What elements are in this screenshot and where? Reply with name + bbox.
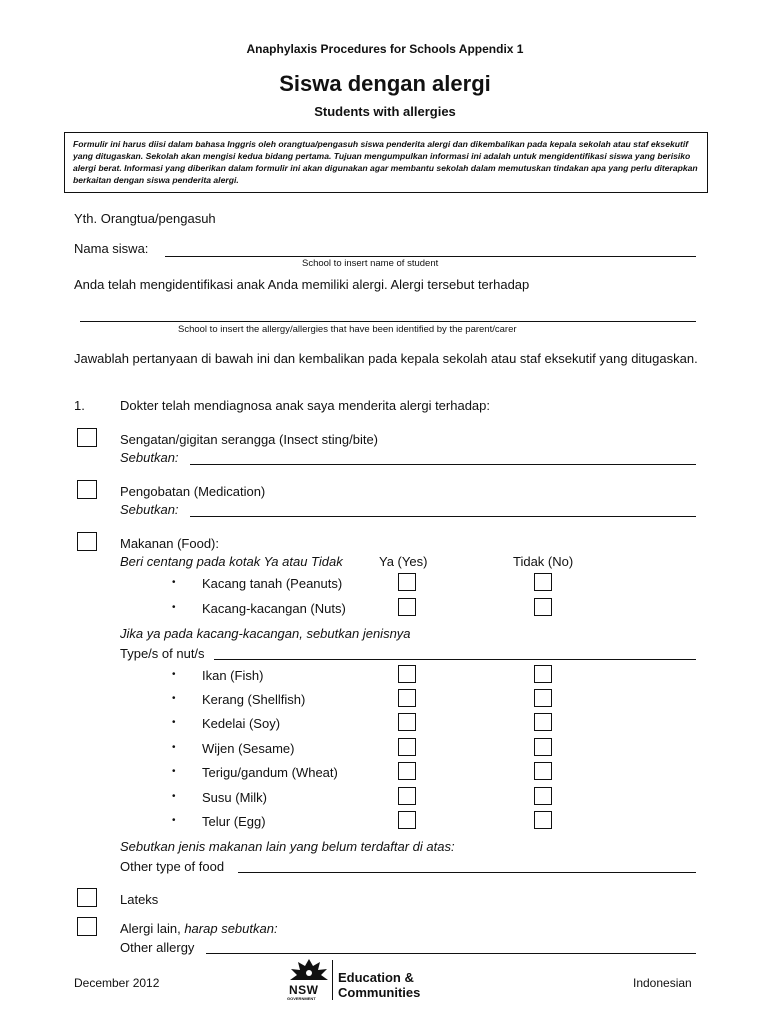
no-column-header: Tidak (No) xyxy=(513,554,574,569)
sesame-yes-checkbox[interactable] xyxy=(398,738,416,756)
latex-label: Lateks xyxy=(120,892,159,907)
bullet: • xyxy=(172,717,176,728)
page-subtitle: Students with allergies xyxy=(314,104,456,119)
logo-divider xyxy=(332,960,333,1000)
other-allergy-en-label: Other allergy xyxy=(120,940,195,955)
fish-yes-checkbox[interactable] xyxy=(398,665,416,683)
food-item-milk: Susu (Milk) xyxy=(202,790,268,805)
medication-specify-label: Sebutkan: xyxy=(120,502,179,517)
peanuts-yes-checkbox[interactable] xyxy=(398,573,416,591)
bullet: • xyxy=(172,815,176,826)
soy-no-checkbox[interactable] xyxy=(534,713,552,731)
footer-language: Indonesian xyxy=(633,976,692,990)
milk-yes-checkbox[interactable] xyxy=(398,787,416,805)
allergy-statement: Anda telah mengidentifikasi anak Anda memiliki alergi. Alergi tersebut terhadap xyxy=(74,277,530,292)
medication-label: Pengobatan (Medication) xyxy=(120,484,266,499)
nuts-yes-checkbox[interactable] xyxy=(398,598,416,616)
bullet: • xyxy=(172,669,176,680)
wheat-no-checkbox[interactable] xyxy=(534,762,552,780)
food-item-nuts: Kacang-kacangan (Nuts) xyxy=(202,601,346,616)
food-item-egg: Telur (Egg) xyxy=(202,814,266,829)
yes-column-header: Ya (Yes) xyxy=(379,554,428,569)
student-name-hint: School to insert name of student xyxy=(302,258,439,269)
food-item-peanuts: Kacang tanah (Peanuts) xyxy=(202,576,343,591)
food-item-shellfish: Kerang (Shellfish) xyxy=(202,692,306,707)
other-food-field[interactable] xyxy=(238,872,696,873)
food-item-fish: Ikan (Fish) xyxy=(202,668,264,683)
question-text: Dokter telah mendiagnosa anak saya menderita alergi terhadap: xyxy=(120,398,491,413)
student-name-label: Nama siswa: xyxy=(74,241,149,256)
instructions-notice: Formulir ini harus diisi dalam bahasa Inggris oleh orangtua/pengasuh siswa penderita alergi dan dikembalikan pada kepala sekolah atau staf eksekutif yang ditugaskan. Sekolah akan mengisi kedua bidang pertama. Tujuan mengumpulkan informasi ini adalah untuk mengidentifikasi siswa yang berisiko alergi berat. Informasi yang diberikan dalam formulir ini akan digunakan agar membantu sekolah dalam memutuskan tindakan apa yang perlu diterapkan berkaitan dengan siswa penderita alergi. xyxy=(64,132,708,193)
food-check-instruction: Beri centang pada kotak Ya atau Tidak xyxy=(120,554,343,569)
question-number: 1. xyxy=(74,398,85,413)
instruction-text: Jawablah pertanyaan di bawah ini dan kembalikan pada kepala sekolah atau staf eksekutif yang ditugaskan. xyxy=(74,351,698,366)
food-label: Makanan (Food): xyxy=(120,536,219,551)
other-allergy-field[interactable] xyxy=(206,953,696,954)
footer-date: December 2012 xyxy=(74,976,160,990)
food-item-wheat: Terigu/gandum (Wheat) xyxy=(202,765,338,780)
nut-specify-instruction: Jika ya pada kacang-kacangan, sebutkan jenisnya xyxy=(120,626,411,641)
nut-type-field[interactable] xyxy=(214,659,696,660)
bullet: • xyxy=(172,577,176,588)
food-checkbox[interactable] xyxy=(77,532,97,551)
bullet: • xyxy=(172,742,176,753)
other-food-instruction: Sebutkan jenis makanan lain yang belum terdaftar di atas: xyxy=(120,839,455,854)
food-item-soy: Kedelai (Soy) xyxy=(202,716,281,731)
medication-checkbox[interactable] xyxy=(77,480,97,499)
medication-specify-field[interactable] xyxy=(190,516,696,517)
logo-line-2: Communities xyxy=(338,985,421,1000)
shellfish-no-checkbox[interactable] xyxy=(534,689,552,707)
nuts-no-checkbox[interactable] xyxy=(534,598,552,616)
insect-label: Sengatan/gigitan serangga (Insect sting/bite) xyxy=(120,432,379,447)
food-item-sesame: Wijen (Sesame) xyxy=(202,741,295,756)
wheat-yes-checkbox[interactable] xyxy=(398,762,416,780)
logo-wordmark xyxy=(338,970,420,1000)
logo-line-1: Education & xyxy=(338,970,414,985)
sesame-no-checkbox[interactable] xyxy=(534,738,552,756)
bullet: • xyxy=(172,766,176,777)
nut-type-label: Type/s of nut/s xyxy=(120,646,205,661)
milk-no-checkbox[interactable] xyxy=(534,787,552,805)
waratah-icon xyxy=(284,957,334,985)
insect-specify-field[interactable] xyxy=(190,464,696,465)
other-allergy-label xyxy=(120,921,278,936)
other-food-label: Other type of food xyxy=(120,859,225,874)
other-allergy-checkbox[interactable] xyxy=(77,917,97,936)
salutation: Yth. Orangtua/pengasuh xyxy=(74,211,216,226)
nsw-logo xyxy=(284,957,334,1002)
allergy-field[interactable] xyxy=(80,321,696,322)
other-allergy-text: Alergi lain, xyxy=(120,921,181,936)
other-allergy-italic: harap sebutkan: xyxy=(184,921,278,936)
student-name-field[interactable] xyxy=(165,256,696,257)
egg-yes-checkbox[interactable] xyxy=(398,811,416,829)
peanuts-no-checkbox[interactable] xyxy=(534,573,552,591)
allergy-hint: School to insert the allergy/allergies that have been identified by the parent/carer xyxy=(178,324,517,335)
fish-no-checkbox[interactable] xyxy=(534,665,552,683)
latex-checkbox[interactable] xyxy=(77,888,97,907)
bullet: • xyxy=(172,693,176,704)
shellfish-yes-checkbox[interactable] xyxy=(398,689,416,707)
egg-no-checkbox[interactable] xyxy=(534,811,552,829)
bullet: • xyxy=(172,602,176,613)
page-title: Siswa dengan alergi xyxy=(279,71,491,96)
logo-nsw-text: NSW xyxy=(289,983,319,997)
logo-gov-text: GOVERNMENT xyxy=(287,996,316,1001)
insect-checkbox[interactable] xyxy=(77,428,97,447)
bullet: • xyxy=(172,791,176,802)
insect-specify-label: Sebutkan: xyxy=(120,450,179,465)
soy-yes-checkbox[interactable] xyxy=(398,713,416,731)
document-header: Anaphylaxis Procedures for Schools Appendix 1 xyxy=(246,42,524,56)
